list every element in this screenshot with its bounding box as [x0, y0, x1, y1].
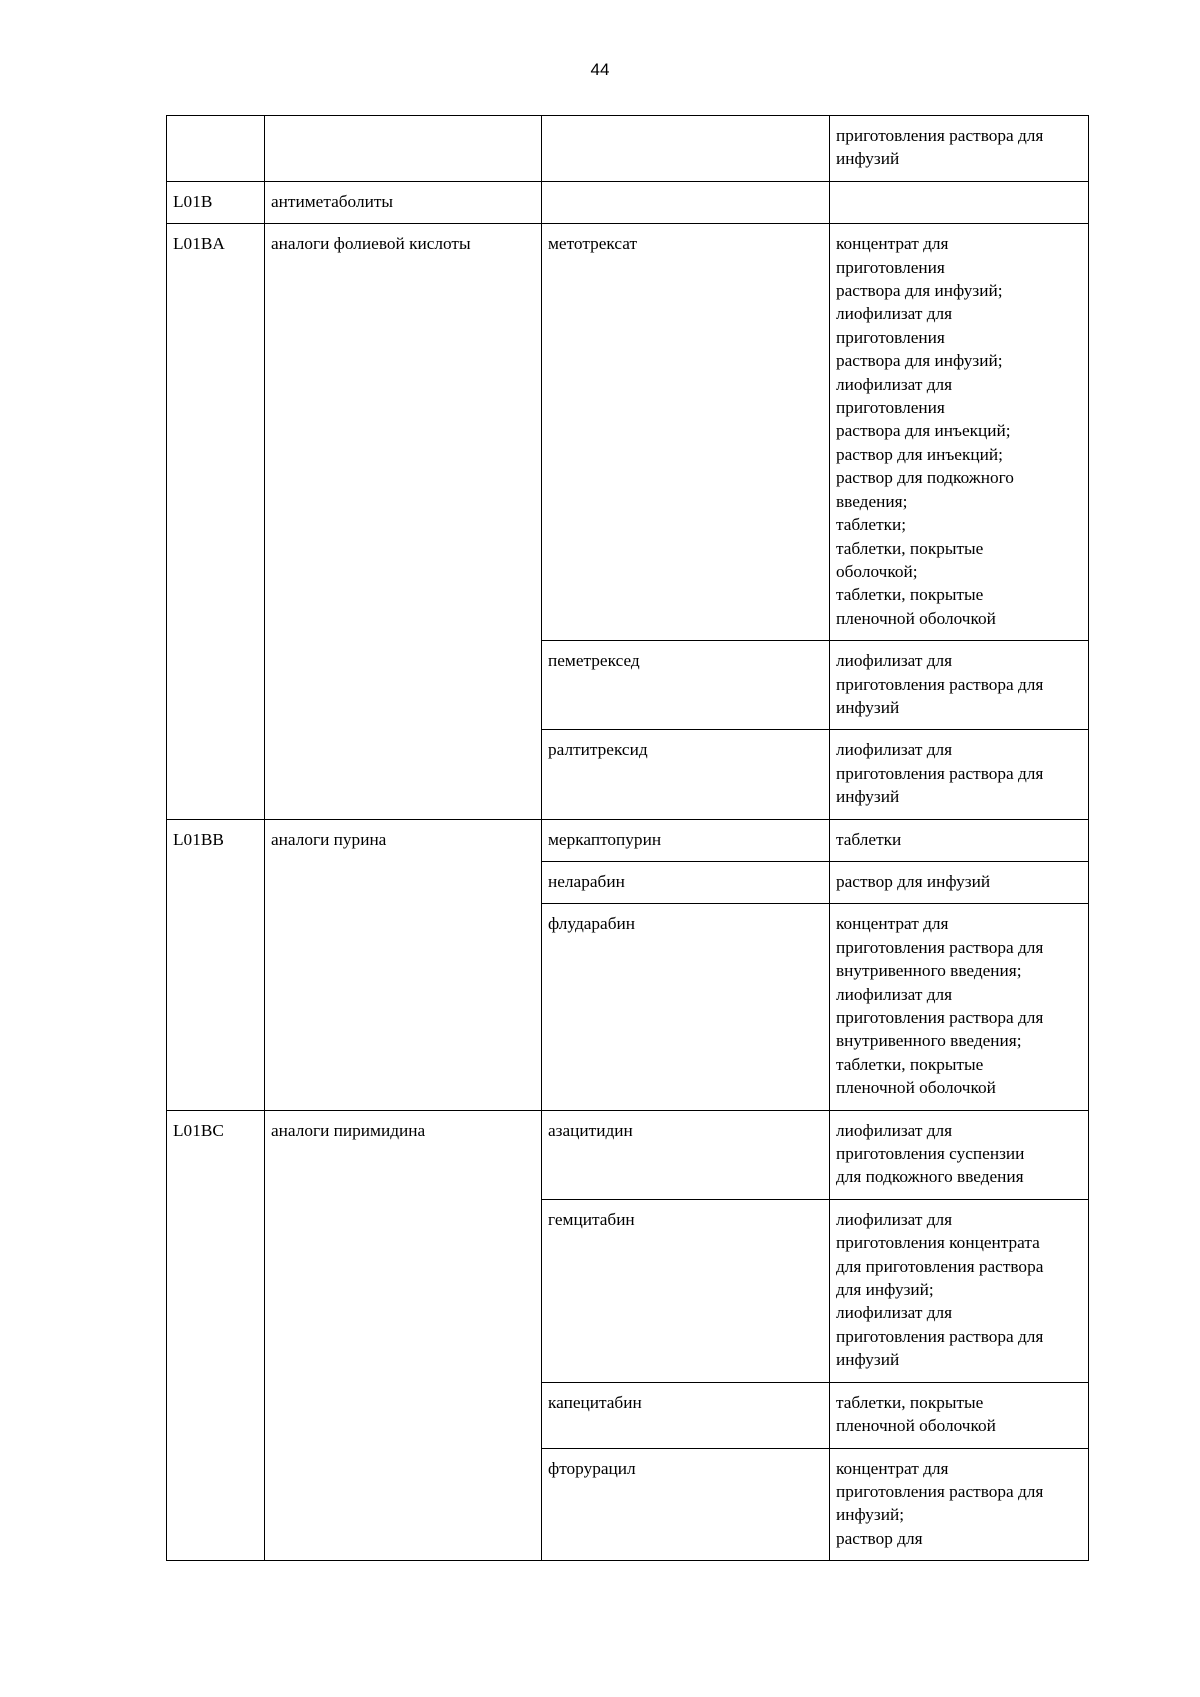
drug-name-cell	[542, 181, 830, 223]
drug-name-cell: меркаптопурин	[542, 819, 830, 861]
drug-name-cell: неларабин	[542, 861, 830, 903]
drug-name-cell: ралтитрексид	[542, 730, 830, 819]
dosage-forms-cell: лиофилизат для приготовления суспензии для подкожного введения	[830, 1110, 1089, 1199]
dosage-forms-cell: таблетки	[830, 819, 1089, 861]
drug-name-cell: фторурацил	[542, 1448, 830, 1561]
drug-name-cell: метотрексат	[542, 224, 830, 641]
dosage-forms-cell: лиофилизат для приготовления раствора для инфузий	[830, 641, 1089, 730]
dosage-forms-cell: концентрат для приготовления раствора для инфузий; лиофилизат для приготовления раствора для инфузий; лиофилизат для приготовления раствора для инъекций; раствор для инъекций; раствор для подкожного введения; таблетки; таблетки, покрытые оболочкой; таблетки, покрытые пленочной оболочкой	[830, 224, 1089, 641]
atc-code-cell: L01B	[167, 181, 265, 223]
atc-code-cell	[167, 116, 265, 182]
drug-name-cell: капецитабин	[542, 1382, 830, 1448]
dosage-forms-cell: лиофилизат для приготовления концентрата для приготовления раствора для инфузий; лиофилизат для приготовления раствора для инфузий	[830, 1199, 1089, 1382]
group-name-cell: аналоги пиримидина	[265, 1110, 542, 1561]
table-row	[167, 1110, 1089, 1199]
table-row	[167, 224, 1089, 641]
table-row	[167, 116, 1089, 182]
dosage-forms-cell: раствор для инфузий	[830, 861, 1089, 903]
drug-name-cell: флударабин	[542, 904, 830, 1110]
dosage-forms-cell: лиофилизат для приготовления раствора для инфузий	[830, 730, 1089, 819]
atc-code-cell: L01BC	[167, 1110, 265, 1561]
dosage-forms-cell: таблетки, покрытые пленочной оболочкой	[830, 1382, 1089, 1448]
dosage-forms-cell	[830, 181, 1089, 223]
page-number: 44	[590, 60, 610, 79]
table-row	[167, 819, 1089, 861]
table-row	[167, 181, 1089, 223]
group-name-cell: аналоги пурина	[265, 819, 542, 1110]
dosage-forms-cell: концентрат для приготовления раствора для инфузий; раствор для	[830, 1448, 1089, 1561]
drug-name-cell	[542, 116, 830, 182]
drug-classification-table	[166, 115, 1089, 1561]
drug-name-cell: гемцитабин	[542, 1199, 830, 1382]
atc-code-cell: L01BA	[167, 224, 265, 819]
drug-name-cell: азацитидин	[542, 1110, 830, 1199]
atc-code-cell: L01BB	[167, 819, 265, 1110]
dosage-forms-cell: концентрат для приготовления раствора для внутривенного введения; лиофилизат для приготовления раствора для внутривенного введения; таблетки, покрытые пленочной оболочкой	[830, 904, 1089, 1110]
drug-name-cell: пеметрексед	[542, 641, 830, 730]
group-name-cell	[265, 116, 542, 182]
group-name-cell: антиметаболиты	[265, 181, 542, 223]
group-name-cell: аналоги фолиевой кислоты	[265, 224, 542, 819]
dosage-forms-cell: приготовления раствора для инфузий	[830, 116, 1089, 182]
